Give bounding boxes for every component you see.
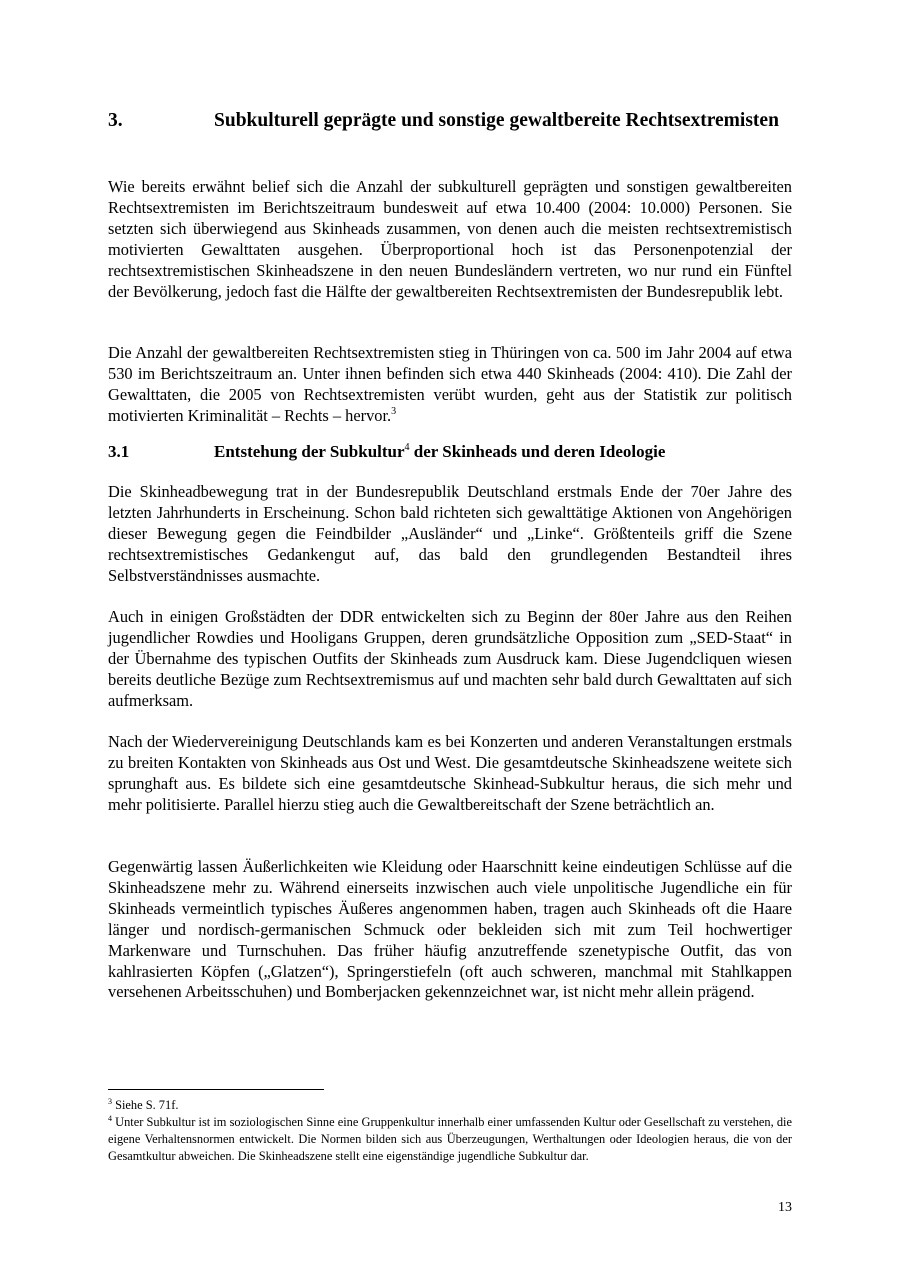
- page-number: 13: [778, 1200, 792, 1215]
- footnote-3: [108, 1097, 792, 1114]
- paragraph-overview: Wie bereits erwähnt belief sich die Anzahl der subkulturell geprägten und sonstigen gewaltbereiten Rechtsextremisten im Berichtszeitraum bundesweit auf etwa 10.400 (2004: 10.000) Personen. Sie setzten sich überwiegend aus Skinheads zusammen, von denen auch die meisten rechtsextremistisch motivierten Gewalttaten ausgehen. Überproportional hoch ist das Personenpotenzial der rechtsextremistischen Skinheadszene in den neuen Bundesländern vertreten, wo nur rund ein Fünftel der Bevölkerung, jedoch fast die Hälfte der gewaltbereiten Rechtsextremisten der Bundesrepublik lebt.: [108, 177, 792, 301]
- subsection-number: 3.1: [108, 442, 130, 461]
- paragraph-thuringia-text: Die Anzahl der gewaltbereiten Rechtsextremisten stieg in Thüringen von ca. 500 im Jahr 2004 auf etwa 530 im Berichtszeitraum an. Unter ihnen befinden sich etwa 440 Skinheads (2004: 410). Die Zahl der Gewalttaten, die 2005 von Rechtsextremisten verübt wurden, geht aus der Statistik zur politisch motivierten Kriminalität – Rechts – hervor.: [108, 343, 792, 425]
- subsection-title-part2: der Skinheads und deren Ideologie: [409, 442, 666, 461]
- paragraph-origin: Die Skinheadbewegung trat in der Bundesrepublik Deutschland erstmals Ende der 70er Jahre des letzten Jahrhunderts in Erscheinung. Schon bald richteten sich gewalttätige Aktionen von Angehörigen dieser Bewegung gegen die Feindbilder „Ausländer“ und „Linke“. Größtenteils griff die Szene rechtsextremistisches Gedankengut auf, das bald den grundlegenden Bestandteil ihres Selbstverständnisses ausmachte.: [108, 482, 792, 585]
- subsection-title-part1: Entstehung der Subkultur: [214, 442, 405, 461]
- footnote-3-marker: 3: [108, 1097, 112, 1106]
- footnote-4-marker: 4: [108, 1114, 112, 1123]
- footnote-separator: [108, 1089, 324, 1090]
- footnote-3-text: Siehe S. 71f.: [112, 1098, 179, 1112]
- section-title: Subkulturell geprägte und sonstige gewaltbereite Rechtsextremisten: [214, 110, 779, 131]
- footnote-4-text: Unter Subkultur ist im soziologischen Sinne eine Gruppenkultur innerhalb einer umfassenden Kultur oder Gesellschaft zu verstehen, die eigene Verhaltensnormen entwickelt. Die Normen bilden sich aus Überzeugungen, Werthaltungen oder Ideologien heraus, die von der Gesamtkultur abweichen. Die Skinheadszene stellt eine eigenständige jugendliche Subkultur dar.: [108, 1115, 792, 1163]
- paragraph-gdr: Auch in einigen Großstädten der DDR entwickelten sich zu Beginn der 80er Jahre aus den Reihen jugendlicher Rowdies und Hooligans Gruppen, deren grundsätzliche Opposition zum „SED-Staat“ in der Übernahme des typischen Outfits der Skinheads zum Ausdruck kam. Diese Jugendcliquen wiesen bereits deutliche Bezüge zum Rechtsextremismus auf und machten sehr bald durch Gewalttaten auf sich aufmerksam.: [108, 607, 792, 710]
- paragraph-thuringia: [108, 343, 792, 427]
- section-number: 3.: [108, 110, 123, 131]
- paragraph-present: Gegenwärtig lassen Äußerlichkeiten wie Kleidung oder Haarschnitt keine eindeutigen Schlüsse auf die Skinheadszene mehr zu. Während einerseits inzwischen auch viele unpolitische Jugendliche ein für Skinheads vermeintlich typisches Äußeres angenommen haben, tragen auch Skinheads oft die Haare länger und nordisch-germanischen Schmuck oder bekleiden sich mit zum Teil hochwertiger Markenware und Turnschuhen. Das früher häufig anzutreffende szenetypische Outfit, das von kahlrasierten Köpfen („Glatzen“), Springerstiefeln (oft auch schweren, manchmal mit Stahlkappen versehenen Arbeitsschuhen) und Bomberjacken gekennzeichnet war, ist nicht mehr allein prägend.: [108, 857, 792, 1002]
- paragraph-reunification: Nach der Wiedervereinigung Deutschlands kam es bei Konzerten und anderen Veranstaltungen erstmals zu breiten Kontakten von Skinheads aus Ost und West. Die gesamtdeutsche Skinheadszene weitete sich sprunghaft aus. Es bildete sich eine gesamtdeutsche Skinhead-Subkultur heraus, die sich mehr und mehr politisierte. Parallel hierzu stieg auch die Gewaltbereitschaft der Szene beträchtlich an.: [108, 732, 792, 814]
- footnote-ref-4: 4: [404, 442, 410, 453]
- footnote-ref-3: 3: [391, 405, 397, 417]
- subsection-title: [214, 441, 665, 463]
- footnote-4: [108, 1114, 792, 1165]
